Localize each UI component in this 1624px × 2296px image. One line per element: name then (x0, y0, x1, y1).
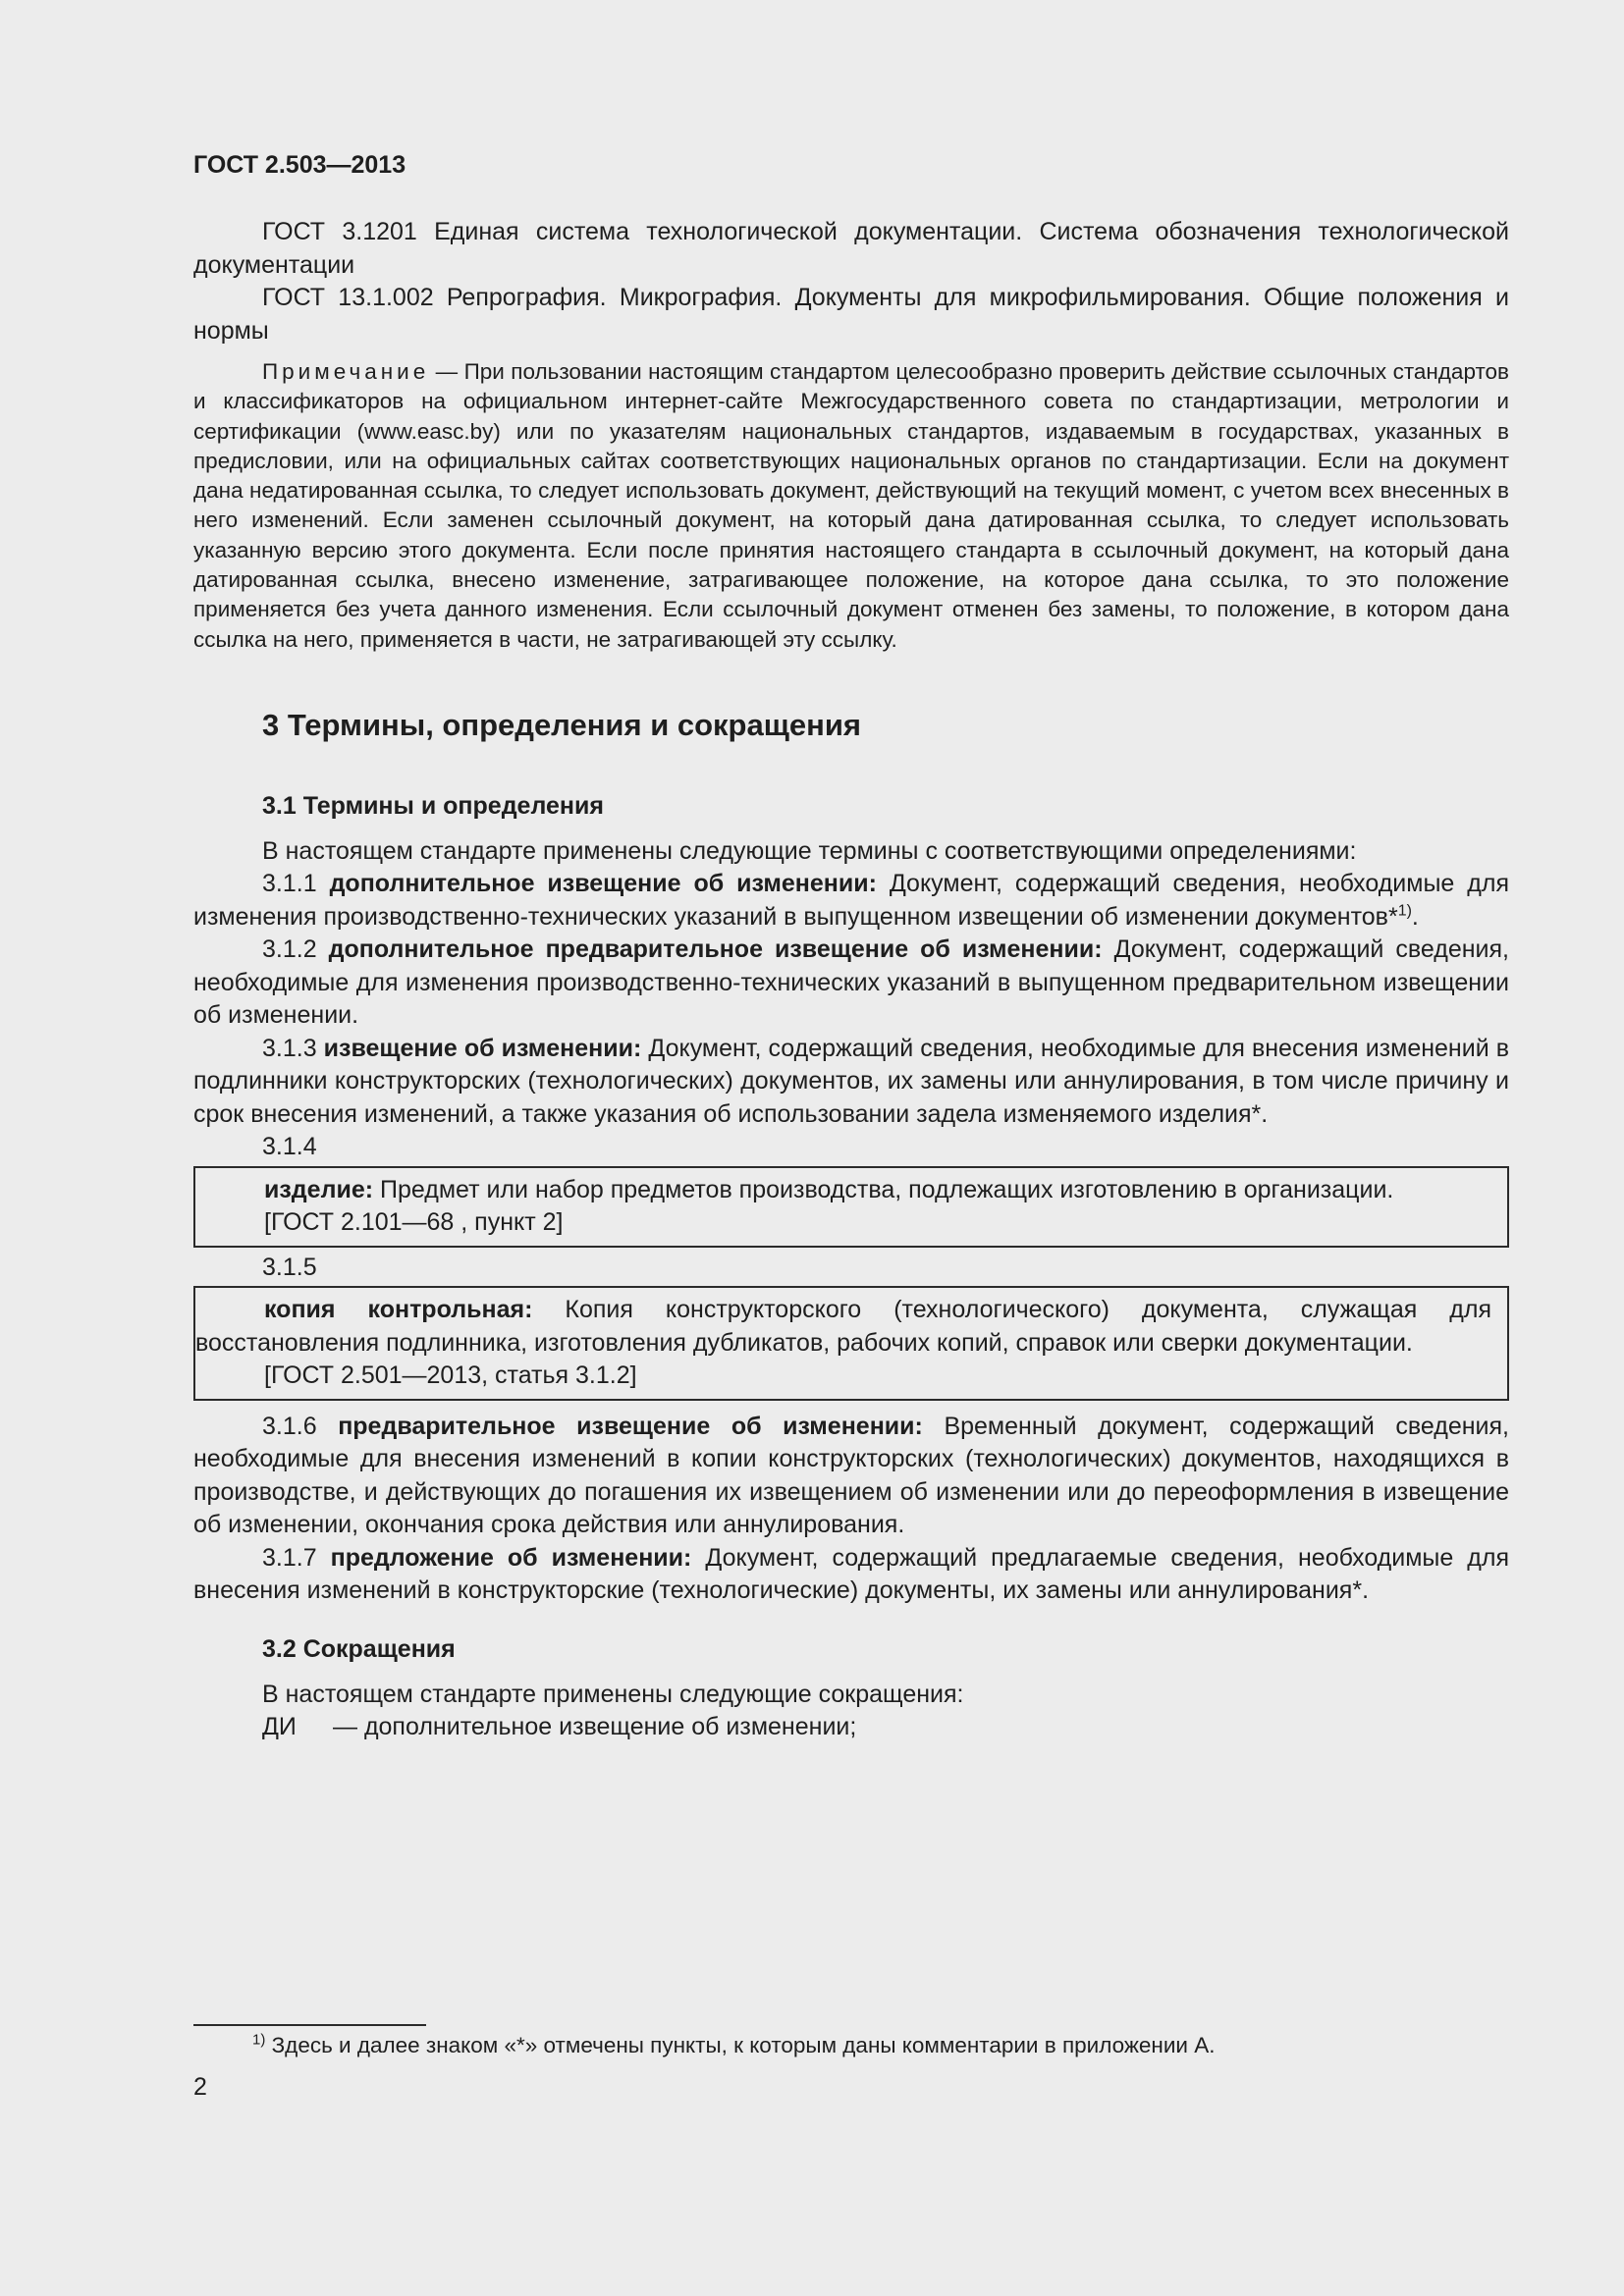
term-number: 3.1.6 (262, 1412, 317, 1440)
term-definition: Временный документ, содержащий сведения, необходимые для внесения изменений в копии конструкторских (технологических) документов, находящихся в производстве, и действующих до погашения их извещением об изменении или до переоформления в извещение об изменении, окончания срока действия или аннулирования. (193, 1412, 1509, 1539)
term-tail: . (1411, 902, 1419, 931)
term-entry (193, 934, 1509, 1033)
subsection-heading: 3.1 Термины и определения (262, 791, 604, 820)
term-name: изделие: (264, 1175, 374, 1203)
quoted-term-box (193, 1286, 1509, 1401)
footnote-text: Здесь и далее знаком «*» отмечены пункты, к которым даны комментарии в приложении А. (265, 2033, 1216, 2057)
term-name: предложение об изменении: (330, 1543, 692, 1572)
term-number: 3.1.2 (262, 935, 317, 964)
term-entry (193, 1542, 1509, 1608)
abbreviation-item (193, 1711, 1509, 1744)
term-entry (195, 1174, 1491, 1207)
note-paragraph (193, 357, 1509, 655)
term-definition: Копия конструкторского (технологического) документа, служащая для восстановления подлинника, изготовления дубликатов, рабочих копий, справок или сверки документации. (195, 1296, 1491, 1357)
term-number: 3.1.3 (262, 1034, 317, 1062)
section-heading: 3 Термины, определения и сокращения (262, 707, 861, 742)
abbreviations-intro: В настоящем стандарте применены следующие сокращения: (262, 1680, 964, 1708)
footnote (252, 2030, 1216, 2061)
term-entry (193, 868, 1509, 934)
abbreviation-key: ДИ (262, 1713, 297, 1741)
term-number: 3.1.4 (262, 1133, 317, 1161)
quoted-term-box (193, 1166, 1509, 1248)
abbreviation-text: — дополнительное извещение об изменении; (333, 1713, 857, 1741)
term-name: дополнительное извещение об изменении: (329, 870, 877, 898)
reference-item: ГОСТ 3.1201 Единая система технологической документации. Система обозначения технологической документации (193, 218, 1509, 279)
term-definition: Документ, содержащий сведения, необходимые для изменения производственно-технических указаний в выпущенном предварительном извещении об изменении. (193, 935, 1510, 1030)
term-definition: Документ, содержащий сведения, необходимые для внесения изменений в подлинники конструкторских (технологических) документов, их замены или аннулирования, в том числе причину и срок внесения изменений, а также указания об использовании задела изменяемого изделия*. (193, 1034, 1509, 1128)
term-entry (193, 1411, 1509, 1542)
term-definition: Документ, содержащий предлагаемые сведения, необходимые для внесения изменений в конструкторские (технологические) документы, их замены или аннулирования*. (193, 1543, 1509, 1605)
term-number: 3.1.5 (262, 1253, 317, 1281)
footnote-divider (193, 2024, 426, 2026)
term-definition: Предмет или набор предметов производства, подлежащих изготовлению в организации. (373, 1175, 1394, 1203)
term-name: предварительное извещение об изменении: (338, 1412, 923, 1440)
term-source: [ГОСТ 2.501—2013, статья 3.1.2] (264, 1362, 637, 1390)
terms-intro: В настоящем стандарте применены следующие термины с соответствующими определениями: (262, 836, 1357, 865)
note-text: — При пользовании настоящим стандартом целесообразно проверить действие ссылочных стандартов и классификаторов на официальном интернет-сайте Межгосударственного совета по стандартизации, метрологии и сертификации (www.easc.by) или по указателям национальных стандартов, издаваемым в государствах, указанных в предисловии, или на официальных сайтах соответствующих национальных органов по стандартизации. Если на документ дана недатированная ссылка, то следует использовать документ, действующий на текущий момент, с учетом всех внесенных в него изменений. Если заменен ссылочный документ, на который дана датированная ссылка, то следует использовать указанную версию этого документа. Если после принятия настоящего стандарта в ссылочный документ, на который дана датированная ссылка, внесено изменение, затрагивающее положение, на которое дана ссылка, то это положение применяется без учета данного изменения. Если ссылочный документ отменен без замены, то положение, в котором дана ссылка на него, применяется в части, не затрагивающей эту ссылку. (193, 359, 1509, 652)
subsection-heading: 3.2 Сокращения (262, 1634, 456, 1663)
term-entry (193, 1033, 1509, 1132)
term-name: извещение об изменении: (323, 1034, 642, 1062)
term-source: [ГОСТ 2.101—68 , пункт 2] (264, 1208, 564, 1237)
document-page (193, 147, 1509, 1744)
term-name: копия контрольная: (264, 1296, 533, 1324)
term-entry (195, 1294, 1491, 1360)
term-definition: Документ, содержащий сведения, необходимые для изменения производственно-технических указаний в выпущенном извещении об изменении документов* (193, 870, 1509, 931)
footnote-mark: 1) (252, 2031, 266, 2049)
footnote-ref: 1) (1397, 902, 1412, 920)
page-number: 2 (193, 2073, 207, 2101)
term-number: 3.1.1 (262, 870, 317, 898)
note-label: Примечание (262, 359, 430, 384)
reference-item: ГОСТ 13.1.002 Репрография. Микрография. Документы для микрофильмирования. Общие положения и нормы (193, 284, 1509, 345)
term-name: дополнительное предварительное извещение об изменении: (328, 935, 1103, 964)
term-number: 3.1.7 (262, 1543, 317, 1572)
document-header: ГОСТ 2.503—2013 (193, 151, 406, 179)
